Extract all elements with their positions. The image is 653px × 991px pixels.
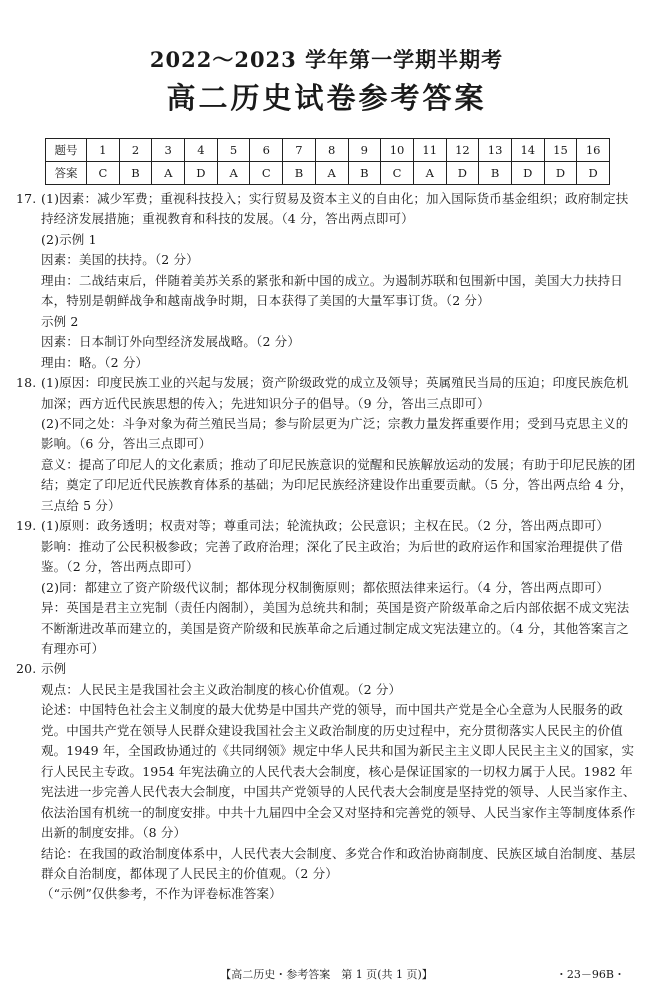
answer-cell: A xyxy=(152,162,185,185)
answer-cell: B xyxy=(479,162,512,185)
answer-paragraph: 异：英国是君主立宪制（责任内阁制），美国为总统共和制；英国是资产阶级革命之后内部依据不成文宪法不断渐进改革而建立的，美国是资产阶级和民族革命之后通过制定成文宪法建立的。（4 分，其他答案言之有理亦可） xyxy=(41,600,630,656)
question-20 xyxy=(16,659,639,904)
answer-paragraph: 结论：在我国的政治制度体系中，人民代表大会制度、多党合作和政治协商制度、民族区域自治制度、基层群众自治制度，都体现了人民民主的价值观。（2 分） xyxy=(41,845,636,881)
row-label-number: 题号 xyxy=(46,139,87,162)
footer-paper-code: ・23－96B・ xyxy=(555,968,625,981)
answer-cell: D xyxy=(185,162,218,185)
answer-table-answer-row xyxy=(46,162,610,185)
question-number-cell: 6 xyxy=(250,139,283,162)
answer-cell: D xyxy=(511,162,544,185)
answer-paragraph: 影响：推动了公民积极参政；完善了政府治理；深化了民主政治；为后世的政府运作和国家治理提供了借鉴。（2 分，答出两点即可） xyxy=(41,538,623,575)
question-number-cell: 10 xyxy=(381,139,414,162)
answer-paragraph: （“示例”仅供参考，不作为评卷标准答案） xyxy=(41,886,282,902)
answer-table xyxy=(45,138,610,185)
answer-paragraph: 示例 2 xyxy=(41,313,79,329)
page-footer xyxy=(0,966,653,984)
question-number: 19. xyxy=(16,518,37,534)
document-title: 高二历史试卷参考答案 xyxy=(166,81,487,115)
question-19 xyxy=(16,516,639,659)
question-number-cell: 4 xyxy=(185,139,218,162)
question-number-cell: 12 xyxy=(446,139,479,162)
answer-table-number-row xyxy=(46,139,610,162)
question-number: 17. xyxy=(16,191,37,206)
answer-paragraph: 观点：人民民主是我国社会主义政治制度的核心价值观。（2 分） xyxy=(41,681,402,697)
footer-page-label: 【高二历史・参考答案 第 1 页(共 1 页)】 xyxy=(220,968,433,981)
answer-cell: A xyxy=(315,162,348,185)
answer-cell: D xyxy=(446,162,479,185)
answer-cell: D xyxy=(577,162,610,185)
question-number-cell: 15 xyxy=(544,139,577,162)
answer-cell: C xyxy=(250,162,283,185)
answer-body xyxy=(16,189,639,905)
question-number-cell: 14 xyxy=(511,139,544,162)
answer-cell: C xyxy=(87,162,120,185)
question-number-cell: 1 xyxy=(87,139,120,162)
answer-cell: A xyxy=(413,162,446,185)
row-label-answer: 答案 xyxy=(46,162,87,185)
answer-paragraph: 意义：提高了印尼人的文化素质；推动了印尼民族意识的觉醒和民族解放运动的发展；有助于印尼民族的团结；奠定了印尼近代民族教育体系的基础；为印尼民族经济建设作出重要贡献。（5 分，答出两点给 4 分，三点给 5 分） xyxy=(41,456,636,513)
answer-paragraph: (1)原因：印度民族工业的兴起与发展；资产阶级政党的成立及领导；英属殖民当局的压迫；印度民族危机加深；西方近代民族思想的传入；先进知识分子的倡导。（9 分，答出三点即可） xyxy=(41,375,629,411)
question-number-cell: 2 xyxy=(119,139,152,162)
question-18 xyxy=(16,373,639,516)
answer-paragraph: (2)不同之处：斗争对象为荷兰殖民当局；参与阶层更为广泛；宗教力量发挥重要作用；受到马克思主义的影响。（6 分，答出三点即可） xyxy=(41,415,629,452)
answer-cell: B xyxy=(348,162,381,185)
answer-paragraph: 因素：日本制订外向型经济发展战略。（2 分） xyxy=(41,334,300,350)
answer-cell: C xyxy=(381,162,414,185)
question-number: 20. xyxy=(16,661,37,677)
answer-cell: D xyxy=(544,162,577,185)
question-number-cell: 13 xyxy=(479,139,512,162)
answer-paragraph: 因素：美国的扶持。（2 分） xyxy=(41,252,199,268)
answer-paragraph: 示例 xyxy=(41,661,67,677)
answer-paragraph: 理由：略。（2 分） xyxy=(41,354,149,370)
exam-title: 2022～2023 学年第一学期半期考 xyxy=(149,47,504,72)
answer-cell: B xyxy=(119,162,152,185)
question-17 xyxy=(16,189,639,373)
question-number-cell: 7 xyxy=(283,139,316,162)
answer-paragraph: 理由：二战结束后，伴随着美苏关系的紧张和新中国的成立。为遏制苏联和包围新中国，美国大力扶持日本，特别是朝鲜战争和越南战争时期，日本获得了美国的大量军事订货。（2 分） xyxy=(41,272,623,309)
question-number-cell: 16 xyxy=(577,139,610,162)
question-number-cell: 9 xyxy=(348,139,381,162)
answer-paragraph: (1)因素：减少军费；重视科技投入；实行贸易及资本主义的自由化；加入国际货币基金组织；政府制定扶持经济发展措施；重视教育和科技的发展。（4 分，答出两点即可） xyxy=(41,191,629,227)
answer-paragraph: 论述：中国特色社会主义制度的最大优势是中国共产党的领导，而中国共产党是全心全意为人民服务的政党。中国共产党在领导人民群众建设我国社会主义政治制度的历史过程中，充分贯彻落实人民民主的价值观。1949 年，全国政协通过的《共同纲领》规定中华人民共和国为新民主主义即人民民主主义的国家，实行人民民主专政。1954 年宪法确立的人民代表大会制度，核心是保证国家的一切权力属于人民。1982 年宪法进一步完善人民代表大会制度，中国共产党领导的人民代表大会制度是坚持党的领导、人民当家作主、依法治国有机统一的制度安排。中共十九届四中全会又对坚持和完善党的领导、人民当家作主等制度体系作出新的制度安排。（8 分） xyxy=(41,702,636,841)
answer-cell: B xyxy=(283,162,316,185)
question-number-cell: 11 xyxy=(413,139,446,162)
answer-paragraph: (1)原则：政务透明；权责对等；尊重司法；轮流执政；公民意识；主权在民。（2 分，答出两点即可） xyxy=(41,518,610,534)
answer-paragraph: (2)同：都建立了资产阶级代议制；都体现分权制衡原则；都依照法律来运行。（4 分，答出两点即可） xyxy=(41,579,610,595)
question-number-cell: 5 xyxy=(217,139,250,162)
question-number-cell: 3 xyxy=(152,139,185,162)
question-number: 18. xyxy=(16,375,37,391)
question-number-cell: 8 xyxy=(315,139,348,162)
answer-cell: A xyxy=(217,162,250,185)
answer-paragraph: (2)示例 1 xyxy=(41,231,97,247)
